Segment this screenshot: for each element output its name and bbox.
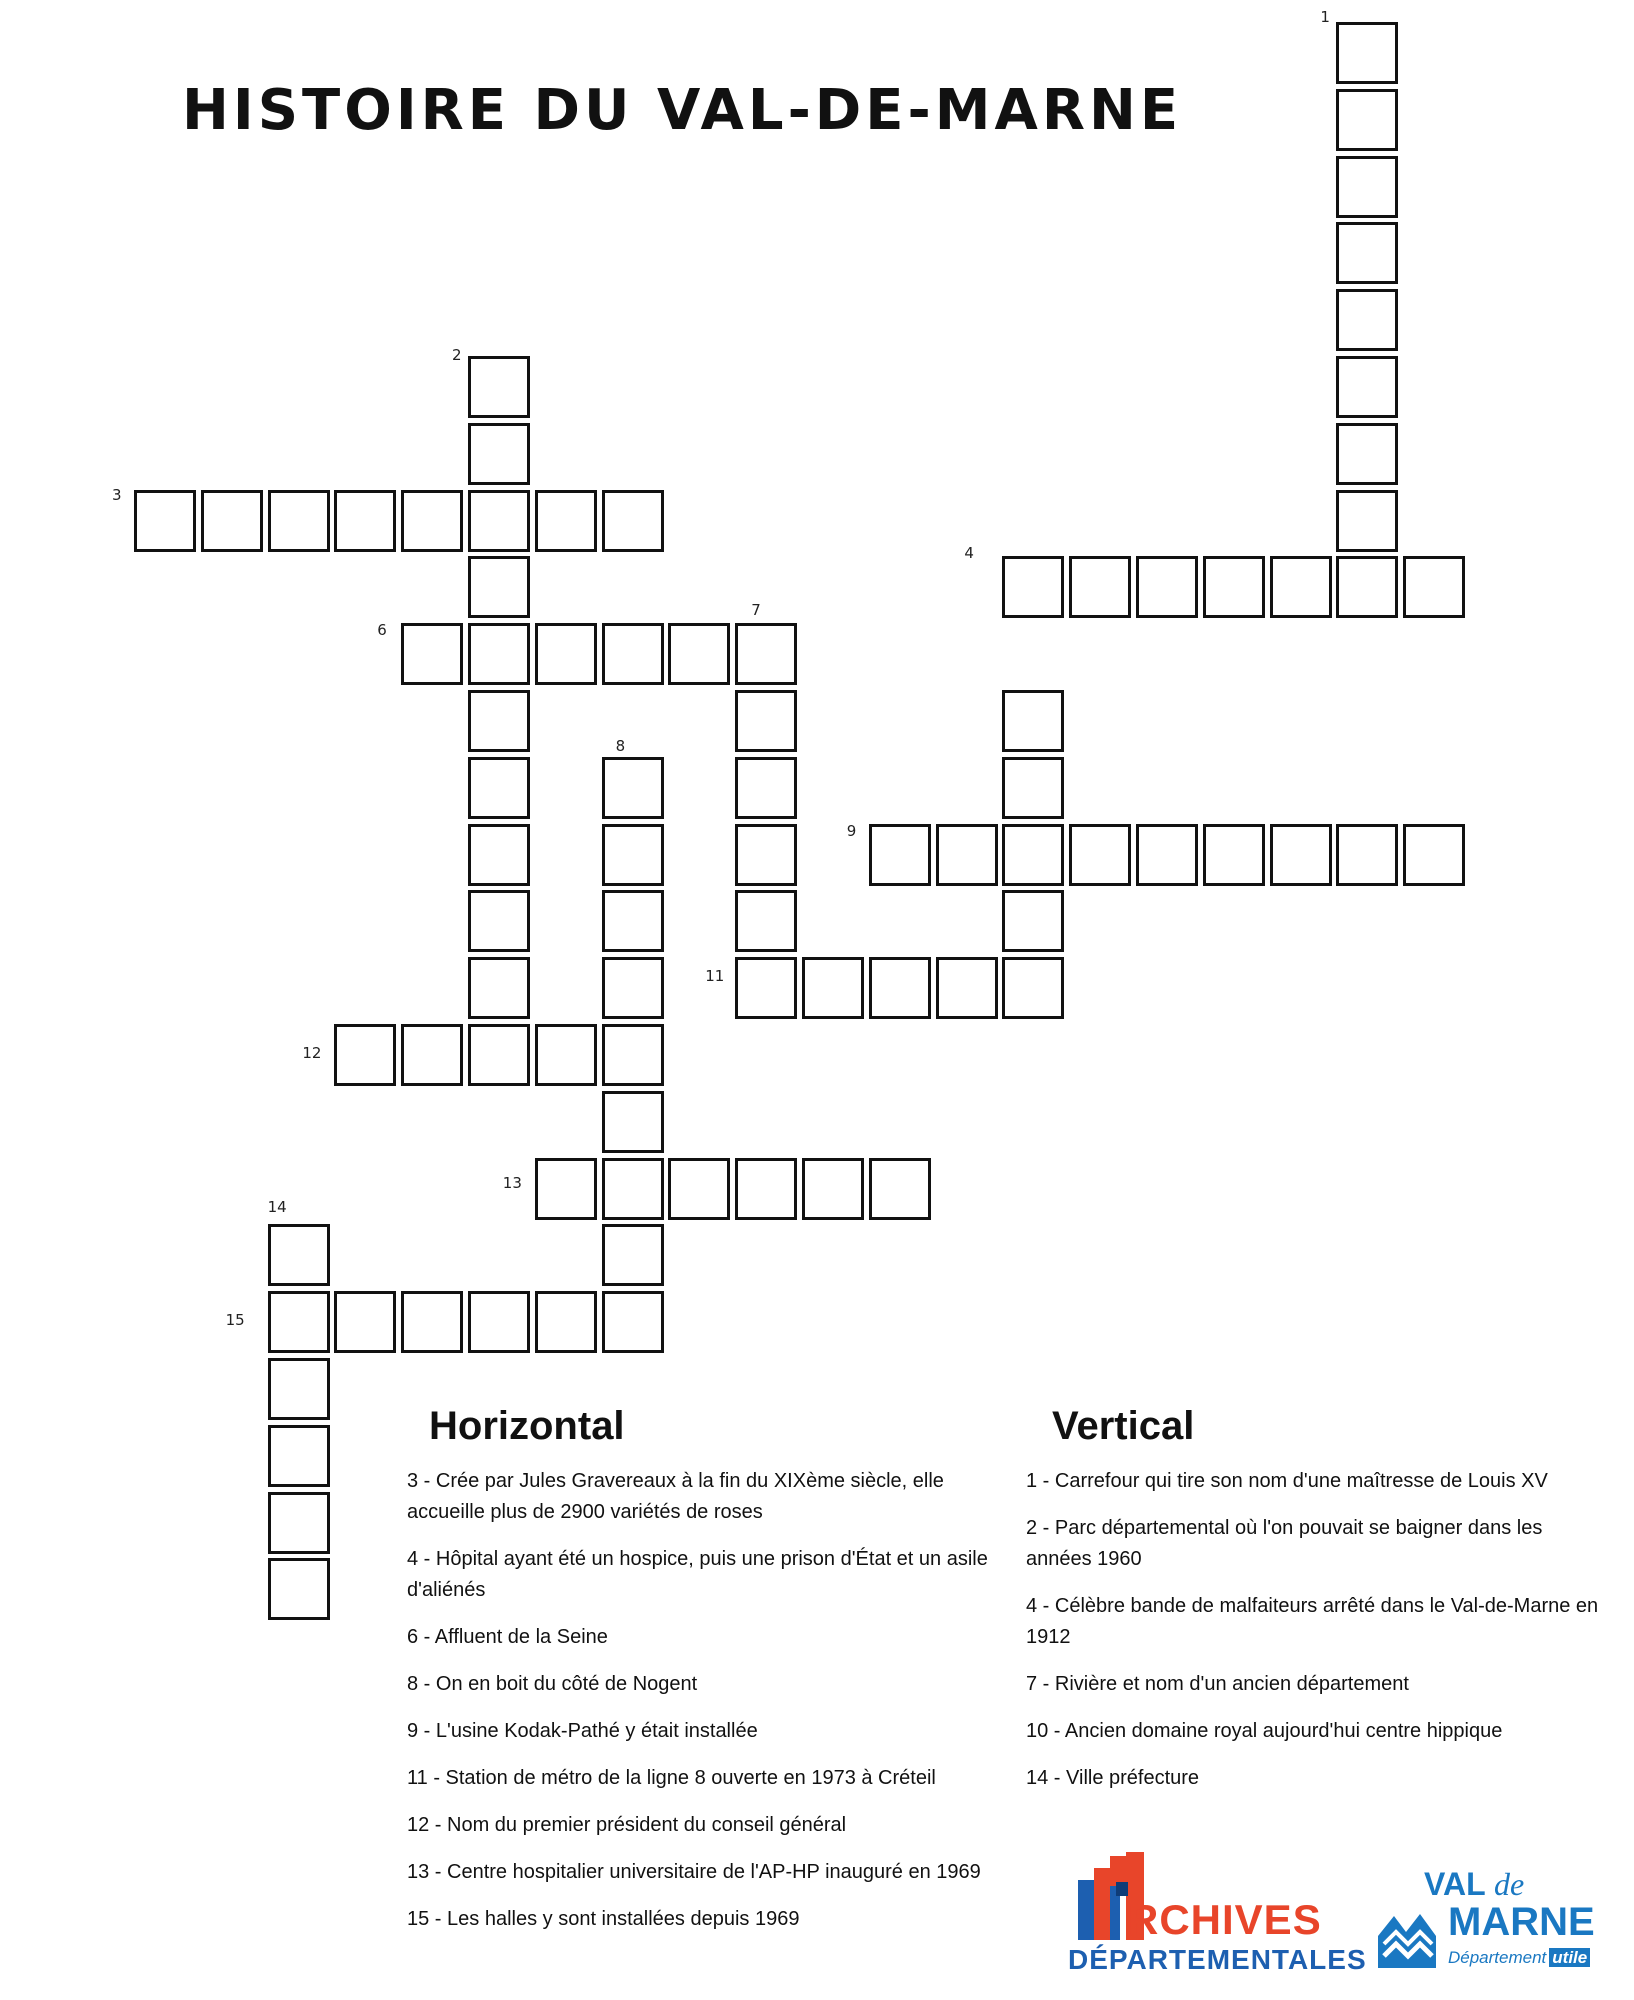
grid-cell[interactable] [468,890,530,952]
grid-cell[interactable] [1002,556,1064,618]
grid-cell[interactable] [1336,356,1398,418]
grid-cell[interactable] [735,757,797,819]
grid-cell[interactable] [268,1224,330,1286]
horizontal-clue-3: 3 - Crée par Jules Gravereaux à la fin du XIXème siècle, elle accueille plus de 2900 variétés de roses [407,1470,944,1523]
horizontal-heading: Horizontal [429,1404,625,1448]
grid-cell[interactable] [1002,957,1064,1019]
grid-cell[interactable] [401,1291,463,1353]
horizontal-clue-list [407,1466,1002,1951]
clue-number-label: 13 [502,1173,522,1192]
vdm-utile-badge: utile [1549,1948,1590,1967]
grid-cell[interactable] [134,490,196,552]
grid-cell[interactable] [1203,556,1265,618]
grid-cell[interactable] [468,356,530,418]
vertical-clue-7: 7 - Rivière et nom d'un ancien département [1026,1673,1409,1695]
grid-cell[interactable] [1002,890,1064,952]
grid-cell[interactable] [1270,556,1332,618]
vdm-marne-text: MARNE [1448,1900,1595,1944]
vdm-tagline-text: Département [1448,1948,1547,1967]
grid-cell[interactable] [201,490,263,552]
grid-cell[interactable] [401,1024,463,1086]
grid-cell[interactable] [1336,22,1398,84]
grid-cell[interactable] [468,690,530,752]
horizontal-clue-12: 12 - Nom du premier président du conseil général [407,1814,847,1836]
grid-cell[interactable] [602,1224,664,1286]
clue-number-label: 4 [964,544,974,563]
grid-cell[interactable] [268,1558,330,1620]
clue-number-label: 14 [267,1198,287,1217]
grid-cell[interactable] [802,1158,864,1220]
grid-cell[interactable] [334,1024,396,1086]
grid-cell[interactable] [1336,556,1398,618]
clue-number-label: 1 [1320,8,1330,26]
vertical-clue-10: 10 - Ancien domaine royal aujourd'hui centre hippique [1026,1720,1503,1742]
grid-cell[interactable] [602,890,664,952]
grid-cell[interactable] [268,1291,330,1353]
vdm-tagline [1448,1948,1590,1968]
grid-cell[interactable] [602,824,664,886]
grid-cell[interactable] [602,957,664,1019]
vdm-val-line [1424,1866,1524,1903]
grid-cell[interactable] [1336,423,1398,485]
grid-cell[interactable] [1203,824,1265,886]
clue-number-label: 11 [705,967,725,986]
grid-cell[interactable] [535,623,597,685]
grid-cell[interactable] [1270,824,1332,886]
vertical-heading: Vertical [1052,1404,1195,1448]
clue-number-label: 9 [846,821,857,840]
horizontal-clue-4: 4 - Hôpital ayant été un hospice, puis une prison d'État et un asile d'aliénés [407,1548,988,1601]
grid-cell[interactable] [735,957,797,1019]
grid-cell[interactable] [268,1358,330,1420]
grid-cell[interactable] [535,1158,597,1220]
grid-cell[interactable] [936,824,998,886]
horizontal-clue-15: 15 - Les halles y sont installées depuis 1969 [407,1908,800,1930]
horizontal-clue-8: 8 - On en boit du côté de Nogent [407,1673,698,1695]
grid-cell[interactable] [1336,222,1398,284]
grid-cell[interactable] [1002,690,1064,752]
grid-cell[interactable] [401,490,463,552]
clue-number-label: 6 [377,621,387,640]
grid-cell[interactable] [602,1091,664,1153]
grid-cell[interactable] [602,757,664,819]
grid-cell[interactable] [1136,824,1198,886]
clue-number-label: 8 [615,736,626,755]
grid-cell[interactable] [535,1024,597,1086]
grid-cell[interactable] [602,1291,664,1353]
grid-cell[interactable] [1002,757,1064,819]
grid-cell[interactable] [869,1158,931,1220]
grid-cell[interactable] [668,1158,730,1220]
grid-cell[interactable] [735,824,797,886]
page-title: HISTOIRE DU VAL-DE-MARNE [182,78,1183,143]
vertical-clue-4: 4 - Célèbre bande de malfaiteurs arrêté dans le Val-de-Marne en 1912 [1026,1595,1599,1648]
grid-cell[interactable] [602,1158,664,1220]
grid-cell[interactable] [268,1425,330,1487]
grid-cell[interactable] [1069,556,1131,618]
grid-cell[interactable] [869,957,931,1019]
grid-cell[interactable] [334,490,396,552]
grid-cell[interactable] [1002,824,1064,886]
val-de-marne-logo [1376,1866,1606,1976]
grid-cell[interactable] [1136,556,1198,618]
grid-cell[interactable] [468,490,530,552]
grid-cell[interactable] [602,623,664,685]
grid-cell[interactable] [468,1291,530,1353]
vdm-de-text: de [1493,1866,1525,1902]
grid-cell[interactable] [535,490,597,552]
grid-cell[interactable] [334,1291,396,1353]
clue-number-label: 2 [452,346,462,364]
grid-cell[interactable] [602,490,664,552]
grid-cell[interactable] [735,623,797,685]
grid-cell[interactable] [468,824,530,886]
clue-number-label: 3 [112,485,122,504]
horizontal-clue-6: 6 - Affluent de la Seine [407,1626,608,1648]
grid-cell[interactable] [468,757,530,819]
horizontal-clue-11: 11 - Station de métro de la ligne 8 ouverte en 1973 à Créteil [407,1767,936,1789]
grid-cell[interactable] [1336,89,1398,151]
grid-cell[interactable] [602,1024,664,1086]
grid-cell[interactable] [1336,289,1398,351]
grid-cell[interactable] [468,423,530,485]
vertical-clue-14: 14 - Ville préfecture [1026,1767,1200,1789]
horizontal-clue-13: 13 - Centre hospitalier universitaire de l'AP-HP inauguré en 1969 [407,1861,981,1883]
grid-cell[interactable] [1403,556,1465,618]
wave-icon [1376,1906,1446,1972]
vertical-clue-2: 2 - Parc départemental où l'on pouvait se baigner dans les années 1960 [1026,1517,1543,1570]
grid-cell[interactable] [668,623,730,685]
grid-cell[interactable] [1336,156,1398,218]
grid-cell[interactable] [468,1024,530,1086]
grid-cell[interactable] [401,623,463,685]
grid-cell[interactable] [1069,824,1131,886]
grid-cell[interactable] [1403,824,1465,886]
clue-number-label: 15 [225,1311,245,1330]
vertical-clue-1: 1 - Carrefour qui tire son nom d'une maîtresse de Louis XV [1026,1470,1548,1492]
grid-cell[interactable] [468,623,530,685]
grid-cell[interactable] [268,1492,330,1554]
grid-cell[interactable] [735,890,797,952]
horizontal-clue-9: 9 - L'usine Kodak-Pathé y était installée [407,1720,758,1742]
grid-cell[interactable] [735,1158,797,1220]
grid-cell[interactable] [735,690,797,752]
grid-cell[interactable] [535,1291,597,1353]
grid-cell[interactable] [268,490,330,552]
grid-cell[interactable] [802,957,864,1019]
clue-number-label: 12 [302,1044,322,1062]
grid-cell[interactable] [936,957,998,1019]
vertical-clue-list [1026,1466,1606,1810]
archives-subtitle: DÉPARTEMENTALES [1068,1944,1367,1975]
vdm-val-text: VAL [1424,1866,1486,1902]
archives-logo [1068,1852,1367,1975]
archives-word: RCHIVES [1128,1896,1322,1943]
grid-cell[interactable] [1336,824,1398,886]
grid-cell[interactable] [468,556,530,618]
grid-cell[interactable] [1336,490,1398,552]
grid-cell[interactable] [468,957,530,1019]
clue-number-label: 7 [751,601,761,620]
grid-cell[interactable] [869,824,931,886]
